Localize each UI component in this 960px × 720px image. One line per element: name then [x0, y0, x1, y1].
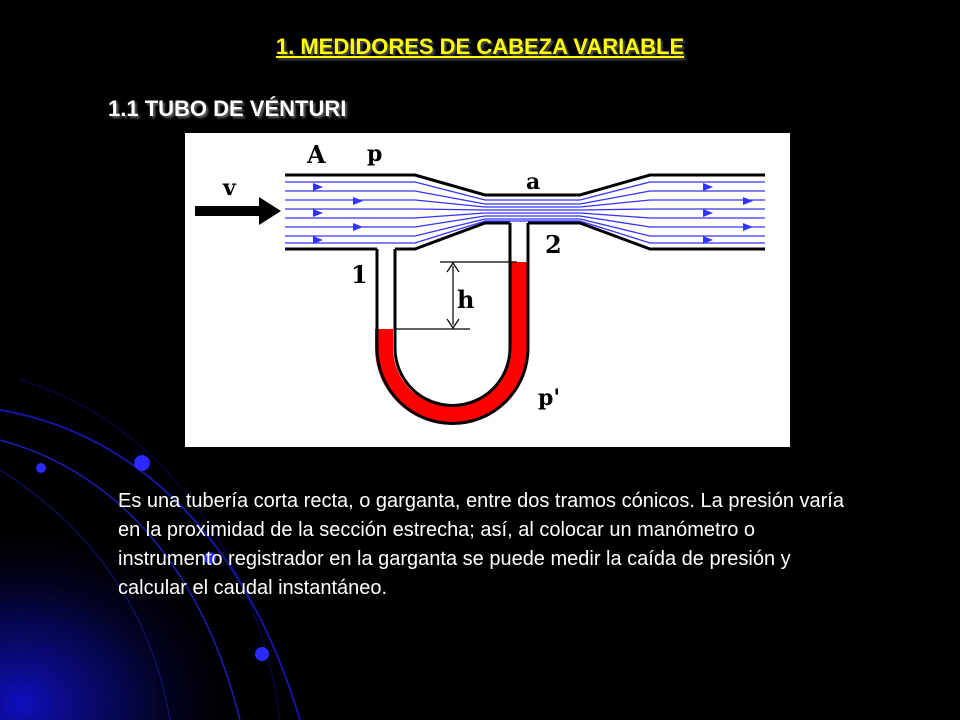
section-heading: 1.1 TUBO DE VÉNTURI — [108, 96, 347, 121]
streamlines — [285, 182, 765, 243]
label-height: h — [457, 285, 475, 314]
pipe-walls — [285, 175, 765, 249]
venturi-diagram — [185, 133, 790, 447]
u-tube-manometer — [375, 223, 528, 425]
velocity-arrow — [195, 197, 281, 225]
label-tap-1: 1 — [351, 260, 368, 289]
label-pressure-manometer: p' — [538, 385, 561, 411]
label-tap-2: 2 — [545, 230, 562, 259]
description-paragraph: Es una tubería corta recta, o garganta, entre dos tramos cónicos. La presión varía en la proximidad de la sección estrecha; así, al colocar un manómetro o instrumento registrador en la garganta se puede medir la caída de presión y calcular el caudal instantáneo. — [118, 490, 844, 599]
label-area-throat: a — [526, 169, 541, 195]
height-dimension — [395, 262, 517, 329]
label-velocity: v — [223, 175, 236, 201]
label-pressure-inlet: p — [367, 141, 383, 167]
slide-title: 1. MEDIDORES DE CABEZA VARIABLE — [275, 34, 685, 59]
label-area-inlet: A — [307, 140, 326, 169]
